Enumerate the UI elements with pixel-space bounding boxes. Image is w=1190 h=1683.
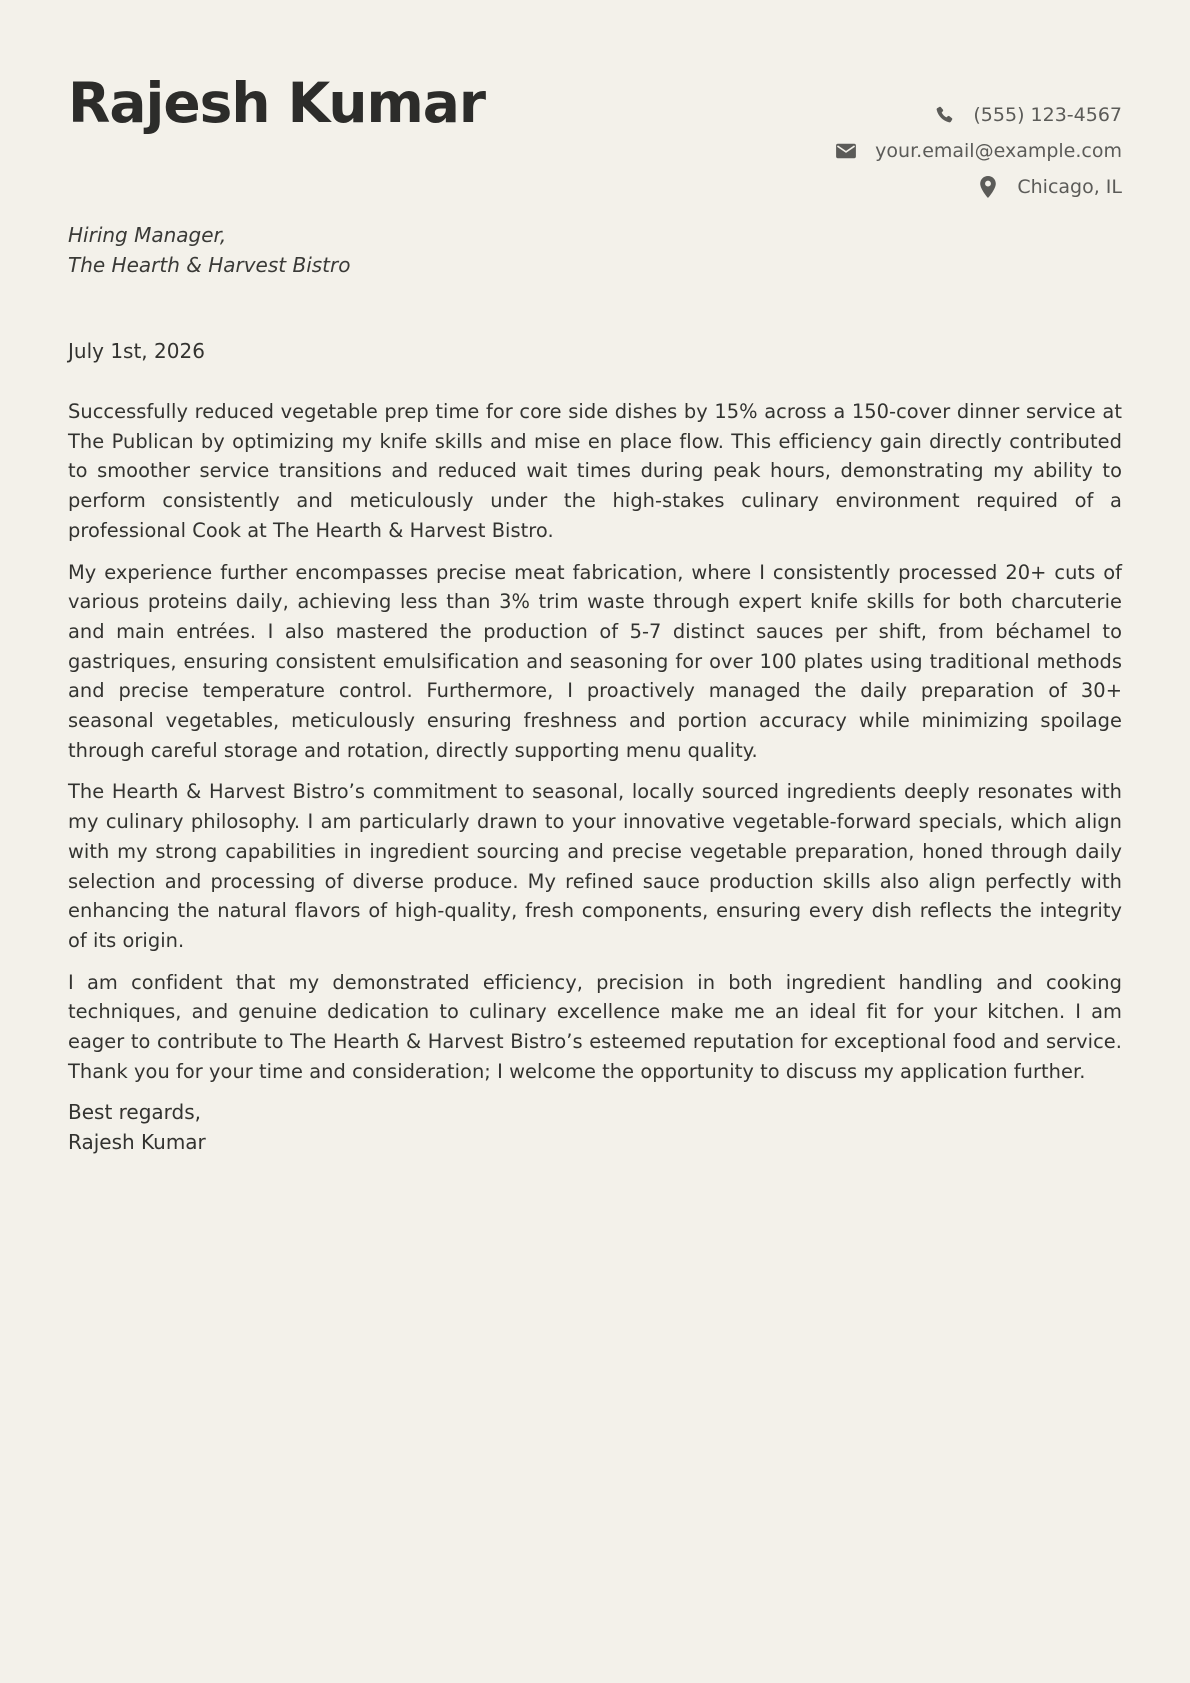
recipient-title: Hiring Manager, xyxy=(68,223,227,247)
map-pin-icon xyxy=(977,176,999,198)
recipient-block xyxy=(68,220,1122,280)
phone-icon xyxy=(933,104,955,126)
letter-header xyxy=(68,0,1122,205)
contact-email xyxy=(835,133,1122,169)
closing-text: Best regards, xyxy=(68,1100,202,1125)
body-paragraph-3: The Hearth & Harvest Bistro’s commitment to seasonal, locally sourced ingredients deeply resonates with my culinary philosophy. I am particularly drawn to your innovative vegetable-forward specials, which align with my strong capabilities in ingredient sourcing and precise vegetable preparation, honed through daily selection and processing of diverse produce. My refined sauce production skills also align perfectly with enhancing the natural flavors of high-quality, fresh components, ensuring every dish reflects the integrity of its origin. xyxy=(68,780,1122,952)
applicant-name: Rajesh Kumar xyxy=(68,71,486,135)
location-text: Chicago, IL xyxy=(1017,176,1122,198)
letter-date: July 1st, 2026 xyxy=(68,339,205,363)
body-paragraph-4: I am confident that my demonstrated efficiency, precision in both ingredient handling and cooking techniques, and genuine dedication to culinary excellence make me an ideal fit for your kitchen. I am eager to contribute to The Hearth & Harvest Bistro’s esteemed reputation for exceptional food and service. Thank you for your time and consideration; I welcome the opportunity to discuss my application further. xyxy=(68,970,1122,1083)
recipient-company: The Hearth & Harvest Bistro xyxy=(68,253,351,277)
contact-phone xyxy=(835,97,1122,133)
email-text[interactable]: your.email@example.com xyxy=(875,140,1122,162)
contact-location xyxy=(835,169,1122,205)
envelope-icon xyxy=(835,140,857,162)
body-paragraph-2: My experience further encompasses precise meat fabrication, where I consistently processed 20+ cuts of various proteins daily, achieving less than 3% trim waste through expert knife skills for both charcuterie and main entrées. I also mastered the production of 5-7 distinct sauces per shift, from béchamel to gastriques, ensuring consistent emulsification and seasoning for over 100 plates using traditional methods and precise temperature control. Furthermore, I proactively managed the daily preparation of 30+ seasonal vegetables, meticulously ensuring freshness and portion accuracy while minimizing spoilage through careful storage and rotation, directly supporting menu quality. xyxy=(68,560,1122,762)
letter-body xyxy=(68,397,1122,1086)
phone-text[interactable]: (555) 123-4567 xyxy=(973,104,1122,126)
signoff-block xyxy=(68,1098,1122,1157)
contact-info xyxy=(835,97,1122,205)
signature-name: Rajesh Kumar xyxy=(68,1129,206,1154)
body-paragraph-1: Successfully reduced vegetable prep time for core side dishes by 15% across a 150-cover dinner service at The Publican by optimizing my knife skills and mise en place flow. This efficiency gain directly contributed to smoother service transitions and reduced wait times during peak hours, demonstrating my ability to perform consistently and meticulously under the high-stakes culinary environment required of a professional Cook at The Hearth & Harvest Bistro. xyxy=(68,400,1122,542)
